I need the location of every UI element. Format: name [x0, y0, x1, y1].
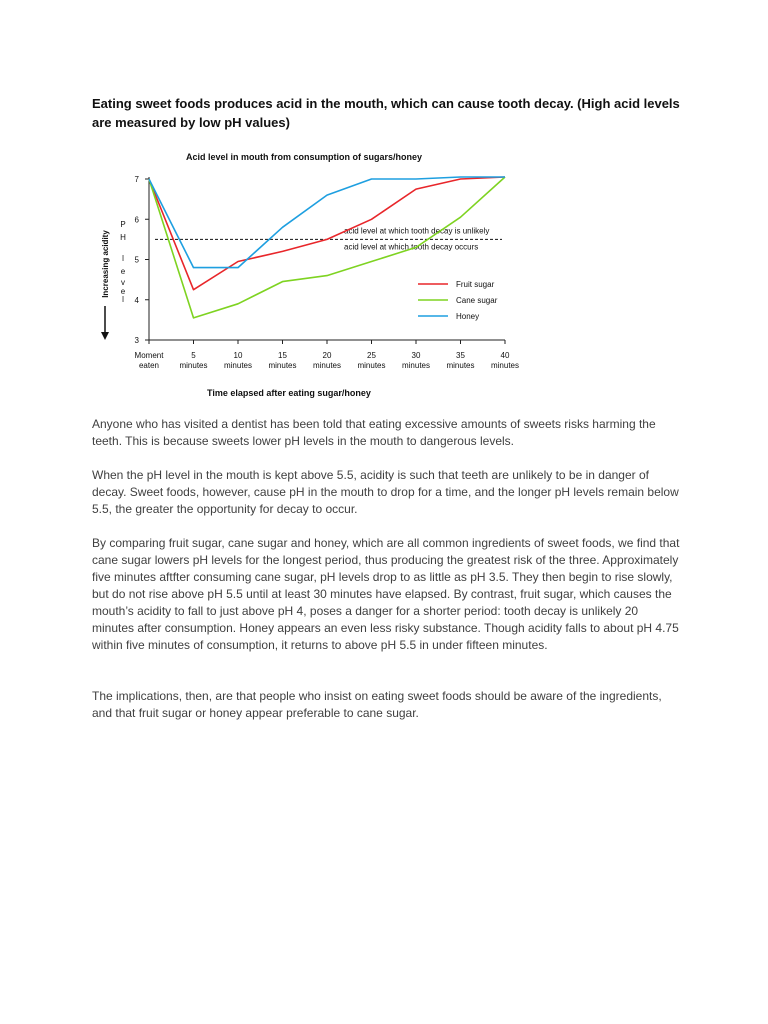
paragraph-2: When the pH level in the mouth is kept above 5.5, acidity is such that teeth are unlikely to be in danger of decay. Sweet foods, however, cause pH in the mouth to drop for a time, and the longer pH levels remain below 5.5, the greater the opportunity for decay to occur. [92, 468, 679, 516]
x-tick-label: minutes [179, 361, 208, 370]
x-tick-label: Moment [134, 351, 164, 360]
y-axis-label-letter: P [120, 220, 126, 229]
x-axis-label: Time elapsed after eating sugar/honey [207, 388, 371, 398]
x-tick-label: minutes [490, 361, 520, 370]
legend-label: Cane sugar [456, 296, 498, 305]
acidity-axis-label: Increasing acidity [101, 230, 110, 298]
threshold-label-above: acid level at which tooth decay is unlikely [344, 226, 490, 236]
acid-level-chart [92, 146, 542, 408]
paragraph-4: The implications, then, are that people who insist on eating sweet foods should be aware of the ingredients, and that fruit sugar or honey appear preferable to cane sugar. [92, 689, 662, 720]
y-axis-label-letter: e [120, 287, 126, 296]
x-tick-label: 10 [233, 351, 243, 360]
y-axis-label-letter: l [122, 254, 124, 263]
x-tick-label: 25 [367, 351, 376, 360]
x-tick-label: 15 [278, 351, 287, 360]
legend-label: Fruit sugar [456, 280, 495, 289]
y-tick-label: 5 [134, 255, 139, 265]
paragraph-3: By comparing fruit sugar, cane sugar and honey, which are all common ingredients of sweet foods, we find that cane sugar lowers pH levels for the longest period, thus producing the greatest risk of the three. Approximately five minutes aftfter consuming cane sugar, pH levels drop to as little as pH 3.5. They then begin to rise slowly, but do not rise above pH 5.5 until at least 30 minutes have elapsed. By contrast, fruit sugar, which causes the mouth’s acidity to fall to just above pH 4, poses a danger for a shorter period: tooth decay is unlikely 20 minutes after consumption. Honey appears an even less risky substance. Though acidity falls to about pH 4.75 within five minutes of consumption, it returns to above pH 5.5 in under fifteen minutes. [92, 536, 680, 652]
legend-label: Honey [456, 312, 480, 321]
y-axis-label-letter: v [121, 278, 125, 287]
y-axis-label-letter: l [122, 295, 124, 304]
x-tick-label: 40 [500, 351, 510, 360]
x-tick-label: minutes [223, 361, 253, 370]
x-tick-label: 35 [456, 351, 465, 360]
chart-title: Acid level in mouth from consumption of sugars/honey [185, 152, 423, 162]
acidity-arrow-head [101, 332, 109, 340]
y-axis-label-letter: H [120, 233, 126, 242]
x-tick-label: 20 [322, 351, 332, 360]
plot-area [101, 175, 519, 370]
x-tick-label: 30 [411, 351, 421, 360]
x-tick-label: 5 [191, 351, 196, 360]
x-tick-label: minutes [401, 361, 431, 370]
y-tick-label: 7 [134, 175, 139, 184]
y-tick-label: 6 [134, 215, 139, 225]
x-tick-label: minutes [446, 361, 475, 370]
x-tick-label: minutes [312, 361, 342, 370]
document-heading: Eating sweet foods produces acid in the mouth, which can cause tooth decay. (High acid levels are measured by low pH values) [92, 96, 680, 130]
x-tick-label: minutes [357, 361, 386, 370]
x-tick-label: minutes [268, 361, 297, 370]
paragraph-1: Anyone who has visited a dentist has been told that eating excessive amounts of sweets risks harming the teeth. This is because sweets lower pH levels in the mouth to dangerous levels. [92, 417, 656, 448]
y-tick-label: 4 [134, 295, 139, 305]
y-axis-label-letter: e [120, 267, 126, 276]
y-tick-label: 3 [134, 336, 139, 345]
threshold-label-below: acid level at which tooth decay occurs [344, 242, 479, 252]
x-tick-label: eaten [138, 361, 160, 370]
